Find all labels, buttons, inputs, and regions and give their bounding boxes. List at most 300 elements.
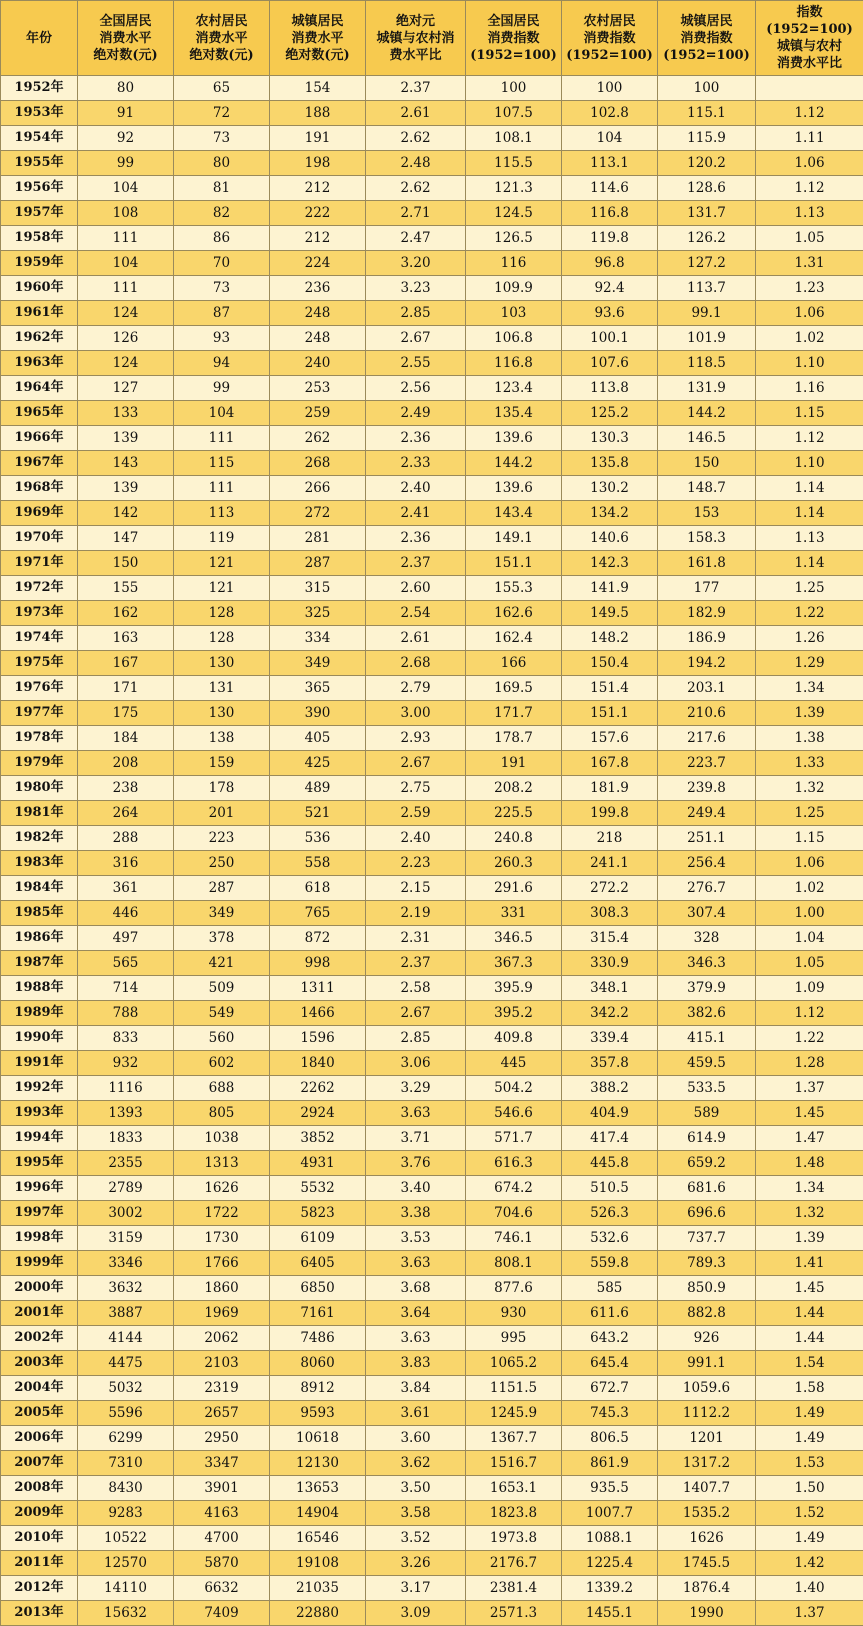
table-row: [1, 1551, 863, 1576]
table-row: [1, 126, 863, 151]
urban-absolute-cell: 253: [270, 376, 366, 401]
urban-absolute-cell: 6405: [270, 1251, 366, 1276]
rural-index-cell: 157.6: [562, 726, 658, 751]
table-row: [1, 1601, 863, 1626]
rural-index-cell: 135.8: [562, 451, 658, 476]
urban-absolute-cell: 12130: [270, 1451, 366, 1476]
rural-absolute-cell: 121: [174, 576, 270, 601]
rural-absolute-cell: 378: [174, 926, 270, 951]
rural-index-cell: 672.7: [562, 1376, 658, 1401]
rural-index-cell: 241.1: [562, 851, 658, 876]
rural-absolute-cell: 93: [174, 326, 270, 351]
table-row: [1, 1226, 863, 1251]
urban-index-cell: 1626: [658, 1526, 756, 1551]
national-absolute-cell: 714: [78, 976, 174, 1001]
table-row: [1, 726, 863, 751]
table-row: [1, 1451, 863, 1476]
rural-absolute-cell: 509: [174, 976, 270, 1001]
urban-index-cell: 118.5: [658, 351, 756, 376]
urban-index-cell: 113.7: [658, 276, 756, 301]
urban-absolute-cell: 334: [270, 626, 366, 651]
table-row: [1, 1026, 863, 1051]
national-absolute-cell: 565: [78, 951, 174, 976]
rural-absolute-cell: 349: [174, 901, 270, 926]
urban-index-cell: 533.5: [658, 1076, 756, 1101]
table-row: [1, 826, 863, 851]
national-index-cell: 171.7: [466, 701, 562, 726]
rural-index-cell: 532.6: [562, 1226, 658, 1251]
national-absolute-cell: 288: [78, 826, 174, 851]
rural-absolute-cell: 287: [174, 876, 270, 901]
table-row: [1, 976, 863, 1001]
absolute-ratio-cell: 3.60: [366, 1426, 466, 1451]
national-absolute-cell: 124: [78, 351, 174, 376]
rural-absolute-cell: 130: [174, 701, 270, 726]
rural-absolute-cell: 73: [174, 126, 270, 151]
rural-index-cell: 142.3: [562, 551, 658, 576]
year-cell: 1999年: [1, 1251, 78, 1276]
urban-index-cell: 146.5: [658, 426, 756, 451]
table-row: [1, 376, 863, 401]
national-absolute-cell: 155: [78, 576, 174, 601]
rural-absolute-cell: 2319: [174, 1376, 270, 1401]
absolute-ratio-cell: 2.37: [366, 551, 466, 576]
rural-absolute-cell: 2103: [174, 1351, 270, 1376]
absolute-ratio-cell: 2.60: [366, 576, 466, 601]
urban-index-cell: 256.4: [658, 851, 756, 876]
table-row: [1, 701, 863, 726]
rural-index-cell: 357.8: [562, 1051, 658, 1076]
national-index-cell: 121.3: [466, 176, 562, 201]
urban-index-cell: 194.2: [658, 651, 756, 676]
national-absolute-cell: 833: [78, 1026, 174, 1051]
year-cell: 1994年: [1, 1126, 78, 1151]
header-line: 农村居民: [562, 13, 657, 30]
header-line: 城镇居民: [270, 13, 365, 30]
rural-index-cell: 1339.2: [562, 1576, 658, 1601]
urban-index-cell: 158.3: [658, 526, 756, 551]
index-ratio-cell: 1.05: [756, 951, 863, 976]
urban-absolute-cell: 1840: [270, 1051, 366, 1076]
urban-absolute-cell: 521: [270, 801, 366, 826]
absolute-ratio-cell: 2.48: [366, 151, 466, 176]
index-ratio-cell: 1.12: [756, 1001, 863, 1026]
national-index-cell: 1245.9: [466, 1401, 562, 1426]
rural-index-cell: 141.9: [562, 576, 658, 601]
urban-absolute-cell: 13653: [270, 1476, 366, 1501]
urban-index-cell: 1317.2: [658, 1451, 756, 1476]
index-ratio-cell: 1.06: [756, 151, 863, 176]
header-year: [1, 1, 78, 76]
index-ratio-cell: 1.28: [756, 1051, 863, 1076]
absolute-ratio-cell: 3.50: [366, 1476, 466, 1501]
table-row: [1, 301, 863, 326]
rural-index-cell: 1225.4: [562, 1551, 658, 1576]
national-index-cell: 135.4: [466, 401, 562, 426]
year-cell: 1955年: [1, 151, 78, 176]
index-ratio-cell: 1.32: [756, 1201, 863, 1226]
rural-index-cell: 151.1: [562, 701, 658, 726]
rural-absolute-cell: 65: [174, 76, 270, 101]
national-absolute-cell: 111: [78, 226, 174, 251]
index-ratio-cell: 1.41: [756, 1251, 863, 1276]
rural-index-cell: 315.4: [562, 926, 658, 951]
absolute-ratio-cell: 2.59: [366, 801, 466, 826]
urban-index-cell: 100: [658, 76, 756, 101]
national-absolute-cell: 1393: [78, 1101, 174, 1126]
rural-absolute-cell: 421: [174, 951, 270, 976]
index-ratio-cell: 1.34: [756, 676, 863, 701]
national-absolute-cell: 5596: [78, 1401, 174, 1426]
rural-absolute-cell: 7409: [174, 1601, 270, 1626]
urban-index-cell: 1745.5: [658, 1551, 756, 1576]
national-index-cell: 746.1: [466, 1226, 562, 1251]
index-ratio-cell: 1.14: [756, 476, 863, 501]
rural-index-cell: 611.6: [562, 1301, 658, 1326]
rural-index-cell: 150.4: [562, 651, 658, 676]
absolute-ratio-cell: 2.37: [366, 951, 466, 976]
header-line: 城镇与农村消: [366, 30, 465, 47]
urban-absolute-cell: 349: [270, 651, 366, 676]
header-rural-absolute: [174, 1, 270, 76]
rural-index-cell: 100: [562, 76, 658, 101]
absolute-ratio-cell: 3.62: [366, 1451, 466, 1476]
index-ratio-cell: 1.10: [756, 351, 863, 376]
urban-index-cell: 153: [658, 501, 756, 526]
urban-index-cell: 203.1: [658, 676, 756, 701]
table-row: [1, 801, 863, 826]
index-ratio-cell: 1.32: [756, 776, 863, 801]
rural-index-cell: 1455.1: [562, 1601, 658, 1626]
year-cell: 1972年: [1, 576, 78, 601]
rural-absolute-cell: 2062: [174, 1326, 270, 1351]
national-absolute-cell: 147: [78, 526, 174, 551]
urban-absolute-cell: 7161: [270, 1301, 366, 1326]
national-index-cell: 115.5: [466, 151, 562, 176]
rural-index-cell: 526.3: [562, 1201, 658, 1226]
urban-absolute-cell: 248: [270, 326, 366, 351]
index-ratio-cell: 1.23: [756, 276, 863, 301]
table-row: [1, 601, 863, 626]
national-absolute-cell: 111: [78, 276, 174, 301]
national-index-cell: 1823.8: [466, 1501, 562, 1526]
urban-absolute-cell: 266: [270, 476, 366, 501]
absolute-ratio-cell: 2.40: [366, 476, 466, 501]
national-absolute-cell: 10522: [78, 1526, 174, 1551]
table-row: [1, 1101, 863, 1126]
national-index-cell: 1367.7: [466, 1426, 562, 1451]
urban-absolute-cell: 5532: [270, 1176, 366, 1201]
index-ratio-cell: 1.50: [756, 1476, 863, 1501]
absolute-ratio-cell: 3.58: [366, 1501, 466, 1526]
national-absolute-cell: 932: [78, 1051, 174, 1076]
urban-absolute-cell: 154: [270, 76, 366, 101]
national-index-cell: 930: [466, 1301, 562, 1326]
urban-index-cell: 1535.2: [658, 1501, 756, 1526]
index-ratio-cell: 1.45: [756, 1101, 863, 1126]
year-cell: 1993年: [1, 1101, 78, 1126]
rural-absolute-cell: 2657: [174, 1401, 270, 1426]
urban-index-cell: 276.7: [658, 876, 756, 901]
national-index-cell: 1653.1: [466, 1476, 562, 1501]
national-index-cell: 155.3: [466, 576, 562, 601]
urban-absolute-cell: 3852: [270, 1126, 366, 1151]
index-ratio-cell: 1.40: [756, 1576, 863, 1601]
rural-absolute-cell: 4163: [174, 1501, 270, 1526]
header-line: 绝对数(元): [174, 47, 269, 64]
rural-absolute-cell: 115: [174, 451, 270, 476]
index-ratio-cell: 1.26: [756, 626, 863, 651]
urban-absolute-cell: 765: [270, 901, 366, 926]
year-cell: 1996年: [1, 1176, 78, 1201]
table-row: [1, 1326, 863, 1351]
rural-index-cell: 113.1: [562, 151, 658, 176]
urban-absolute-cell: 287: [270, 551, 366, 576]
rural-index-cell: 107.6: [562, 351, 658, 376]
year-cell: 1988年: [1, 976, 78, 1001]
header-line: 全国居民: [466, 13, 561, 30]
table-row: [1, 1151, 863, 1176]
rural-index-cell: 388.2: [562, 1076, 658, 1101]
absolute-ratio-cell: 3.63: [366, 1326, 466, 1351]
urban-index-cell: 150: [658, 451, 756, 476]
table-row: [1, 876, 863, 901]
national-absolute-cell: 104: [78, 251, 174, 276]
absolute-ratio-cell: 3.38: [366, 1201, 466, 1226]
rural-index-cell: 218: [562, 826, 658, 851]
year-cell: 1961年: [1, 301, 78, 326]
index-ratio-cell: 1.53: [756, 1451, 863, 1476]
national-index-cell: 100: [466, 76, 562, 101]
header-line: 城镇居民: [658, 13, 755, 30]
year-cell: 1976年: [1, 676, 78, 701]
index-ratio-cell: 1.05: [756, 226, 863, 251]
national-index-cell: 1973.8: [466, 1526, 562, 1551]
table-row: [1, 501, 863, 526]
absolute-ratio-cell: 2.61: [366, 101, 466, 126]
table-row: [1, 426, 863, 451]
rural-index-cell: 585: [562, 1276, 658, 1301]
year-cell: 1977年: [1, 701, 78, 726]
urban-absolute-cell: 8060: [270, 1351, 366, 1376]
urban-index-cell: 251.1: [658, 826, 756, 851]
year-cell: 1982年: [1, 826, 78, 851]
national-absolute-cell: 3159: [78, 1226, 174, 1251]
urban-index-cell: 1876.4: [658, 1576, 756, 1601]
year-cell: 1978年: [1, 726, 78, 751]
national-absolute-cell: 184: [78, 726, 174, 751]
absolute-ratio-cell: 2.54: [366, 601, 466, 626]
index-ratio-cell: 1.22: [756, 601, 863, 626]
absolute-ratio-cell: 2.33: [366, 451, 466, 476]
header-line: 绝对数(元): [78, 47, 173, 64]
national-index-cell: 162.6: [466, 601, 562, 626]
urban-absolute-cell: 262: [270, 426, 366, 451]
year-cell: 2004年: [1, 1376, 78, 1401]
rural-index-cell: 140.6: [562, 526, 658, 551]
year-cell: 1962年: [1, 326, 78, 351]
urban-absolute-cell: 8912: [270, 1376, 366, 1401]
national-index-cell: 546.6: [466, 1101, 562, 1126]
national-index-cell: 995: [466, 1326, 562, 1351]
table-row: [1, 1051, 863, 1076]
national-index-cell: 162.4: [466, 626, 562, 651]
rural-index-cell: 181.9: [562, 776, 658, 801]
table-row: [1, 476, 863, 501]
year-cell: 1980年: [1, 776, 78, 801]
national-absolute-cell: 1833: [78, 1126, 174, 1151]
urban-index-cell: 789.3: [658, 1251, 756, 1276]
national-absolute-cell: 497: [78, 926, 174, 951]
national-absolute-cell: 7310: [78, 1451, 174, 1476]
year-cell: 1983年: [1, 851, 78, 876]
urban-index-cell: 926: [658, 1326, 756, 1351]
national-index-cell: 116: [466, 251, 562, 276]
table-row: [1, 1526, 863, 1551]
national-index-cell: 139.6: [466, 426, 562, 451]
table-row: [1, 1501, 863, 1526]
header-line: 消费指数: [466, 30, 561, 47]
urban-index-cell: 217.6: [658, 726, 756, 751]
urban-absolute-cell: 198: [270, 151, 366, 176]
table-row: [1, 276, 863, 301]
urban-absolute-cell: 1311: [270, 976, 366, 1001]
rural-index-cell: 102.8: [562, 101, 658, 126]
table-row: [1, 451, 863, 476]
absolute-ratio-cell: 2.36: [366, 526, 466, 551]
header-line: 指数: [756, 4, 863, 21]
rural-index-cell: 559.8: [562, 1251, 658, 1276]
rural-absolute-cell: 73: [174, 276, 270, 301]
rural-absolute-cell: 1860: [174, 1276, 270, 1301]
national-absolute-cell: 133: [78, 401, 174, 426]
national-absolute-cell: 15632: [78, 1601, 174, 1626]
urban-index-cell: 126.2: [658, 226, 756, 251]
header-line: (1952=100): [658, 47, 755, 64]
absolute-ratio-cell: 2.61: [366, 626, 466, 651]
national-absolute-cell: 788: [78, 1001, 174, 1026]
index-ratio-cell: 1.47: [756, 1126, 863, 1151]
rural-absolute-cell: 111: [174, 476, 270, 501]
national-absolute-cell: 171: [78, 676, 174, 701]
rural-index-cell: 130.3: [562, 426, 658, 451]
urban-absolute-cell: 998: [270, 951, 366, 976]
absolute-ratio-cell: 2.67: [366, 751, 466, 776]
index-ratio-cell: 1.54: [756, 1351, 863, 1376]
rural-absolute-cell: 86: [174, 226, 270, 251]
year-cell: 1958年: [1, 226, 78, 251]
rural-index-cell: 308.3: [562, 901, 658, 926]
year-cell: 1952年: [1, 76, 78, 101]
year-cell: 1956年: [1, 176, 78, 201]
year-cell: 2010年: [1, 1526, 78, 1551]
national-absolute-cell: 3002: [78, 1201, 174, 1226]
table-row: [1, 1401, 863, 1426]
urban-index-cell: 148.7: [658, 476, 756, 501]
index-ratio-cell: 1.06: [756, 301, 863, 326]
rural-index-cell: 330.9: [562, 951, 658, 976]
national-index-cell: 107.5: [466, 101, 562, 126]
index-ratio-cell: 1.15: [756, 401, 863, 426]
index-ratio-cell: 1.16: [756, 376, 863, 401]
rural-absolute-cell: 549: [174, 1001, 270, 1026]
year-cell: 1995年: [1, 1151, 78, 1176]
index-ratio-cell: 1.25: [756, 576, 863, 601]
national-index-cell: 225.5: [466, 801, 562, 826]
header-line: 消费水平: [270, 30, 365, 47]
rural-index-cell: 348.1: [562, 976, 658, 1001]
urban-absolute-cell: 21035: [270, 1576, 366, 1601]
table-row: [1, 1126, 863, 1151]
rural-index-cell: 1007.7: [562, 1501, 658, 1526]
urban-index-cell: 415.1: [658, 1026, 756, 1051]
absolute-ratio-cell: 3.23: [366, 276, 466, 301]
year-cell: 1992年: [1, 1076, 78, 1101]
table-row: [1, 926, 863, 951]
absolute-ratio-cell: 2.47: [366, 226, 466, 251]
table-row: [1, 1251, 863, 1276]
index-ratio-cell: 1.12: [756, 426, 863, 451]
urban-absolute-cell: 6109: [270, 1226, 366, 1251]
index-ratio-cell: 1.02: [756, 326, 863, 351]
rural-index-cell: 96.8: [562, 251, 658, 276]
national-index-cell: 178.7: [466, 726, 562, 751]
absolute-ratio-cell: 2.67: [366, 326, 466, 351]
table-row: [1, 851, 863, 876]
urban-absolute-cell: 212: [270, 176, 366, 201]
index-ratio-cell: 1.39: [756, 701, 863, 726]
national-absolute-cell: 92: [78, 126, 174, 151]
national-absolute-cell: 80: [78, 76, 174, 101]
urban-index-cell: 115.9: [658, 126, 756, 151]
rural-absolute-cell: 805: [174, 1101, 270, 1126]
table-row: [1, 526, 863, 551]
rural-index-cell: 151.4: [562, 676, 658, 701]
rural-index-cell: 935.5: [562, 1476, 658, 1501]
absolute-ratio-cell: 2.15: [366, 876, 466, 901]
national-index-cell: 674.2: [466, 1176, 562, 1201]
rural-absolute-cell: 688: [174, 1076, 270, 1101]
national-absolute-cell: 163: [78, 626, 174, 651]
table-row: [1, 251, 863, 276]
rural-absolute-cell: 201: [174, 801, 270, 826]
urban-index-cell: 127.2: [658, 251, 756, 276]
urban-absolute-cell: 315: [270, 576, 366, 601]
year-cell: 1979年: [1, 751, 78, 776]
rural-index-cell: 861.9: [562, 1451, 658, 1476]
urban-absolute-cell: 281: [270, 526, 366, 551]
urban-index-cell: 210.6: [658, 701, 756, 726]
index-ratio-cell: 1.49: [756, 1426, 863, 1451]
index-ratio-cell: 1.38: [756, 726, 863, 751]
table-row: [1, 1576, 863, 1601]
table-row: [1, 651, 863, 676]
urban-absolute-cell: 2924: [270, 1101, 366, 1126]
national-absolute-cell: 9283: [78, 1501, 174, 1526]
absolute-ratio-cell: 3.40: [366, 1176, 466, 1201]
rural-index-cell: 119.8: [562, 226, 658, 251]
year-cell: 2006年: [1, 1426, 78, 1451]
index-ratio-cell: 1.34: [756, 1176, 863, 1201]
year-cell: 1991年: [1, 1051, 78, 1076]
urban-absolute-cell: 212: [270, 226, 366, 251]
absolute-ratio-cell: 2.49: [366, 401, 466, 426]
rural-absolute-cell: 5870: [174, 1551, 270, 1576]
national-index-cell: 445: [466, 1051, 562, 1076]
year-cell: 1997年: [1, 1201, 78, 1226]
urban-index-cell: 182.9: [658, 601, 756, 626]
year-cell: 1974年: [1, 626, 78, 651]
